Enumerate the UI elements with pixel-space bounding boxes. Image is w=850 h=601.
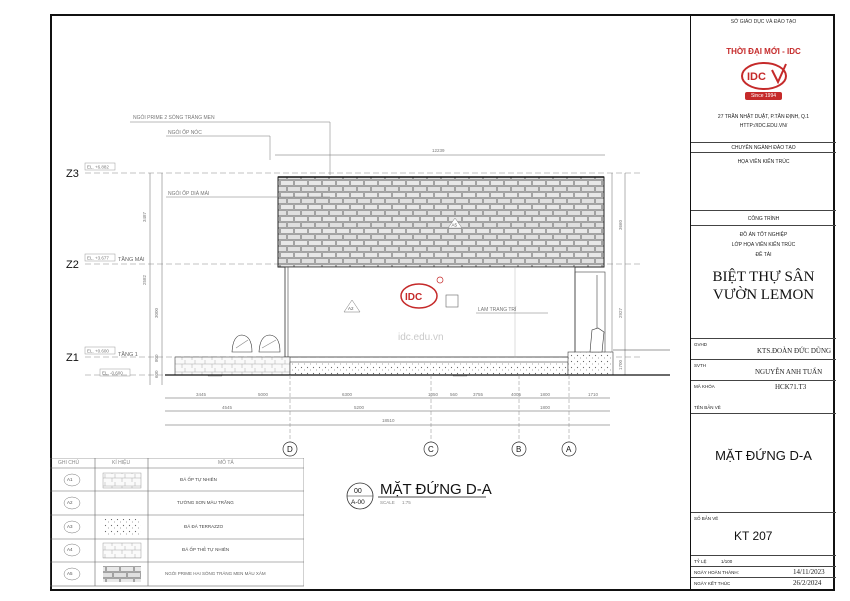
legend-code-4: A4: [67, 547, 73, 552]
tag-roof: A5: [451, 222, 458, 228]
tb-end-label: NGÀY KẾT THÚC: [694, 581, 731, 586]
tb-gvhd: [691, 339, 836, 360]
tb-done: [691, 567, 836, 578]
tb-svth-value: NGUYỄN ANH TUẤN: [755, 368, 823, 376]
floor-label-ground: TẦNG 1: [118, 352, 138, 358]
dim-row2-0: 4545: [222, 405, 233, 410]
tb-project-line1: ĐỒ ÁN TỐT NGHIỆP: [739, 232, 788, 238]
tb-course: [691, 381, 836, 414]
tb-sheet-no: [691, 513, 836, 556]
dim-row1-1: 5000: [258, 392, 269, 397]
dim-row1-4: 560: [450, 392, 458, 397]
level-elev-z1: EL. +0.600: [87, 348, 109, 354]
right-dim-2: 2927: [618, 307, 623, 318]
left-dim-2: 2582: [142, 274, 147, 285]
tb-address: 27 TRẦN NHẬT DUẬT, P.TÂN ĐỊNH, Q.1: [717, 114, 810, 120]
level-elev-z2: EL. +3.677: [87, 255, 109, 261]
tag-wall: A2: [348, 306, 354, 311]
legend-header-symbol: KÍ HIỆU: [112, 460, 131, 466]
dim-row2-1: 5200: [354, 405, 365, 410]
legend-desc-2: TƯỜNG SƠN MÀU TRẮNG: [177, 500, 234, 505]
tb-done-label: NGÀY HOÀN THÀNH:: [694, 570, 739, 575]
dim-row1-5: 3755: [473, 392, 484, 397]
tb-course-value: HCK71.T3: [775, 383, 807, 391]
tb-done-value: 14/11/2023: [793, 568, 825, 576]
view-title-block: [347, 481, 492, 509]
legend-desc-4: ĐÁ ỐP THẺ TỰ NHIÊN: [182, 547, 230, 552]
right-dim-3: 1700: [618, 359, 623, 370]
legend-header-note: GHI CHÚ: [58, 460, 80, 466]
idc-logo: [734, 60, 794, 92]
dim-total: 18510: [382, 418, 395, 423]
callout-roof-tile: NGÓI PRIME 2 SÓNG TRÁNG MEN: [133, 115, 215, 121]
callout-lam: LAM TRANG TRÍ: [478, 307, 517, 313]
tb-course-label: MÃ KHÓA: [694, 384, 715, 389]
view-badge-top: 00: [354, 488, 362, 495]
tb-project: [691, 226, 836, 339]
tb-end: [691, 578, 836, 589]
dim-row1-7: 1800: [540, 392, 551, 397]
watermark-text: idc.edu.vn: [398, 332, 444, 343]
view-title: MẶT ĐỨNG D-A: [380, 481, 492, 498]
wall: [285, 267, 575, 357]
floor-label-roof: TẦNG MÁI: [118, 257, 145, 263]
idc-logo-label: IDC: [746, 71, 766, 83]
dim-row1-0: 3445: [196, 392, 207, 397]
tb-topic-label: ĐỀ TÀI: [755, 252, 772, 258]
tb-svth: [691, 360, 836, 381]
legend-desc-3: ĐÁ ĐÁ TERRAZZO: [184, 524, 224, 529]
legend-code-2: A2: [67, 500, 73, 505]
callout-ridge: NGÓI ỐP NÓC: [168, 130, 202, 136]
tb-sheet-name: [691, 414, 836, 513]
right-dim-1: 3660: [618, 219, 623, 230]
tb-sheet-name-value: MẶT ĐỨNG D-A: [715, 448, 812, 463]
tb-gvhd-value: KTS.ĐOÀN ĐỨC DŨNG: [757, 347, 832, 355]
left-dim-1: 3487: [142, 211, 147, 222]
dim-row1-3: 1050: [428, 392, 439, 397]
view-badge-bottom: A-00: [351, 499, 365, 506]
view-scale-label: SCALE: [380, 500, 395, 505]
dim-row1-2: 6300: [342, 392, 353, 397]
tb-sheet-no-value: KT 207: [734, 529, 773, 543]
tb-major-text: HỌA VIÊN KIẾN TRÚC: [737, 159, 790, 165]
roof-tiles: [278, 177, 604, 267]
base-terrazzo: [290, 362, 568, 375]
tb-brand: THỜI ĐẠI MỚI - IDC: [726, 47, 801, 56]
tb-website: HTTP://IDC.EDU.VN/: [739, 123, 788, 129]
tb-since: Since 1994: [745, 92, 782, 100]
tb-school: [691, 14, 836, 143]
top-dim: 12239: [432, 148, 445, 153]
base-stone: [175, 357, 290, 375]
tb-project-line2: LỚP HỌA VIÊN KIẾN TRÚC: [731, 242, 796, 248]
tb-svth-label: SVTH: [694, 363, 707, 368]
legend-desc-1: ĐÁ ỐP TỰ NHIÊN: [180, 477, 217, 482]
level-label-z2: Z2: [66, 259, 79, 271]
legend-desc-5: NGÓI PRIME HAI SÓNG TRÁNG MEN MÀU XÁM: [165, 571, 266, 576]
tb-scale-label: TỶ LỆ: [694, 559, 707, 564]
tb-major: [691, 153, 836, 211]
level-label-z3: Z3: [66, 168, 79, 180]
legend-table: [50, 458, 304, 587]
tb-project-label: [691, 211, 836, 226]
level-elev-z3: EL. +6.882: [87, 164, 109, 170]
dim-row1-6: 4005: [511, 392, 522, 397]
tb-gvhd-label: GVHD: [694, 342, 708, 347]
tb-major-label: [691, 143, 836, 153]
tb-end-value: 26/2/2024: [793, 579, 822, 587]
legend-code-5: A5: [67, 571, 73, 576]
axis-a: A: [566, 445, 572, 454]
left-dim-4: 800: [154, 354, 159, 362]
axis-b: B: [516, 445, 522, 454]
tb-scale-value: 1/100: [721, 559, 733, 564]
tb-sheet-name-label: TÊN BẢN VẼ: [694, 405, 721, 410]
legend-code-3: A3: [67, 524, 73, 529]
tb-major-label-text: CHUYÊN NGÀNH ĐÀO TẠO: [731, 145, 796, 151]
level-elev-ground: EL. -0.600: [102, 370, 123, 376]
tb-project-label-text: CÔNG TRÌNH: [747, 216, 780, 222]
idc-logo-text: IDC: [405, 292, 423, 303]
legend-code-1: A1: [67, 477, 73, 482]
left-dim-3: 3000: [154, 307, 159, 318]
tb-sheet-no-label: SỐ BẢN VẼ: [694, 516, 719, 521]
dim-row1-8: 1710: [588, 392, 599, 397]
legend-header-desc: MÔ TẢ: [218, 460, 234, 466]
left-dim-5: 600: [154, 370, 159, 378]
axis-c: C: [428, 445, 434, 454]
title-block: [690, 14, 835, 591]
axis-d: D: [287, 445, 293, 454]
tb-scale: [691, 556, 836, 567]
callout-eave: NGÓI ỐP DIÀ MÁI: [168, 191, 210, 197]
tb-topic: BIỆT THỰ SÂN VƯỜN LEMON: [712, 269, 815, 303]
dim-row2-2: 1800: [540, 405, 551, 410]
level-label-z1: Z1: [66, 352, 79, 364]
tb-dept: SỞ GIÁO DỤC VÀ ĐÀO TẠO: [730, 19, 797, 25]
view-scale: 1:75: [402, 500, 411, 505]
